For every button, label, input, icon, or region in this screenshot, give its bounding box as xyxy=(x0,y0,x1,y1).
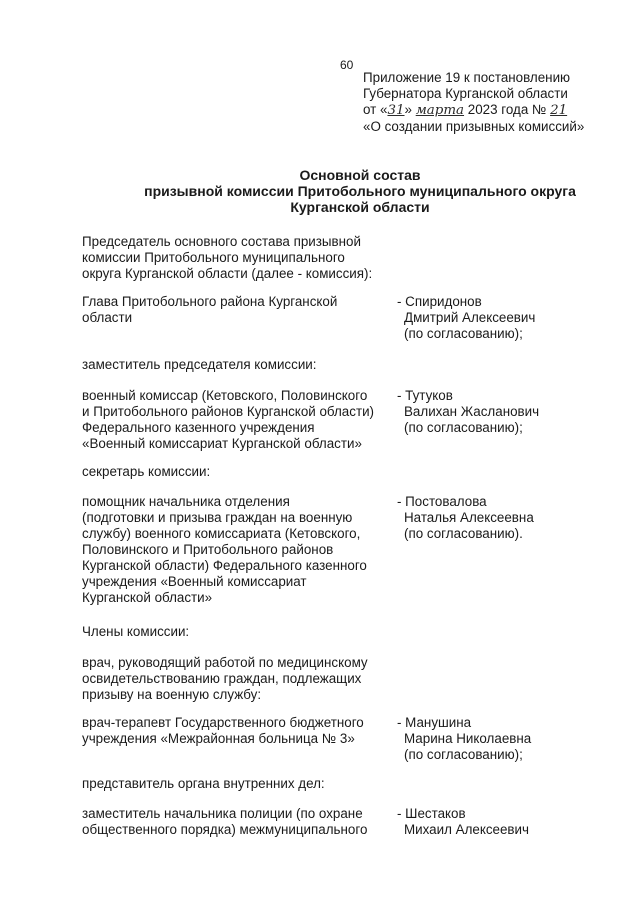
person-surname: - Спиридонов xyxy=(397,294,482,309)
appendix-header xyxy=(363,70,584,135)
text-line: Половинского и Притобольного районов xyxy=(82,542,334,557)
doctor-person xyxy=(397,715,531,763)
title-line: Курганской области xyxy=(290,199,430,215)
handwritten-number: 21 xyxy=(550,103,568,118)
text-line: округа Курганской области (далее - комиссия): xyxy=(82,266,373,281)
text-line: освидетельствованию граждан, подлежащих xyxy=(82,671,362,686)
handwritten-day: 31 xyxy=(387,103,405,118)
members-heading: Члены комиссии: xyxy=(82,624,190,639)
person-surname: - Тутуков xyxy=(397,388,453,403)
handwritten-month: марта xyxy=(415,103,465,118)
text-line: и Притобольного районов Курганской области) xyxy=(82,404,375,419)
text-line: врач, руководящий работой по медицинскому xyxy=(82,655,368,670)
secretary-person xyxy=(397,494,534,542)
text-line: комиссии Притобольного муниципального xyxy=(82,250,345,265)
person-note: (по согласованию). xyxy=(404,526,523,541)
text-line: Федерального казенного учреждения xyxy=(82,420,315,435)
text-line: общественного порядка) межмуниципального xyxy=(82,822,368,837)
person-name: Марина Николаевна xyxy=(404,731,532,746)
appendix-date-line xyxy=(363,102,584,119)
doctor-position xyxy=(82,715,364,747)
secretary-position xyxy=(82,494,367,606)
text-line: помощник начальника отделения xyxy=(82,494,290,509)
text-line: врач-терапевт Государственного бюджетного xyxy=(82,715,364,730)
person-name: Михаил Алексеевич xyxy=(404,822,530,837)
text-line: Курганской области» xyxy=(82,590,213,605)
date-mid: » xyxy=(404,102,416,117)
person-surname: - Шестаков xyxy=(397,806,466,821)
secretary-heading: секретарь комиссии: xyxy=(82,464,211,479)
text-line: Глава Притобольного района Курганской xyxy=(82,294,338,309)
police-person xyxy=(397,806,529,838)
text-line: учреждения «Межрайонная больница № 3» xyxy=(82,731,355,746)
appendix-line: «О создании призывных комиссий» xyxy=(363,119,585,134)
document-title xyxy=(80,167,640,215)
title-line: призывной комиссии Притобольного муниципального округа xyxy=(144,183,576,199)
text-line: заместитель начальника полиции (по охране xyxy=(82,806,363,821)
text-line: учреждения «Военный комиссариат xyxy=(82,574,307,589)
person-note: (по согласованию); xyxy=(404,326,523,341)
person-name: Наталья Алексеевна xyxy=(404,510,534,525)
appendix-line: Губернатора Курганской области xyxy=(363,86,568,101)
deputy-heading: заместитель председателя комиссии: xyxy=(82,357,317,372)
text-line: Председатель основного состава призывной xyxy=(82,234,361,249)
deputy-position xyxy=(82,388,374,452)
deputy-person xyxy=(397,388,539,436)
text-line: области xyxy=(82,310,133,325)
title-line: Основной состав xyxy=(299,167,421,183)
person-surname: - Манушина xyxy=(397,715,472,730)
chair-position xyxy=(82,294,337,326)
page-number: 60 xyxy=(340,58,354,72)
chair-heading xyxy=(82,234,372,282)
police-heading: представитель органа внутренних дел: xyxy=(82,776,325,791)
date-year: 2023 года № xyxy=(464,102,551,117)
person-name: Валихан Жасланович xyxy=(404,404,540,419)
text-line: «Военный комиссариат Курганской области» xyxy=(82,436,362,451)
person-surname: - Постовалова xyxy=(397,494,487,509)
person-note: (по согласованию); xyxy=(404,420,523,435)
date-prefix: от « xyxy=(363,102,388,117)
text-line: службу) военного комиссариата (Кетовского, xyxy=(82,526,361,541)
text-line: призыву на военную службу: xyxy=(82,687,262,702)
person-name: Дмитрий Алексеевич xyxy=(404,310,536,325)
police-position xyxy=(82,806,367,838)
appendix-line: Приложение 19 к постановлению xyxy=(363,70,571,85)
text-line: Курганской области) Федерального казенного xyxy=(82,558,367,573)
text-line: (подготовки и призыва граждан на военную xyxy=(82,510,353,525)
chair-person xyxy=(397,294,535,342)
person-note: (по согласованию); xyxy=(404,747,523,762)
text-line: военный комиссар (Кетовского, Половинского xyxy=(82,388,368,403)
doctor-heading xyxy=(82,655,368,703)
